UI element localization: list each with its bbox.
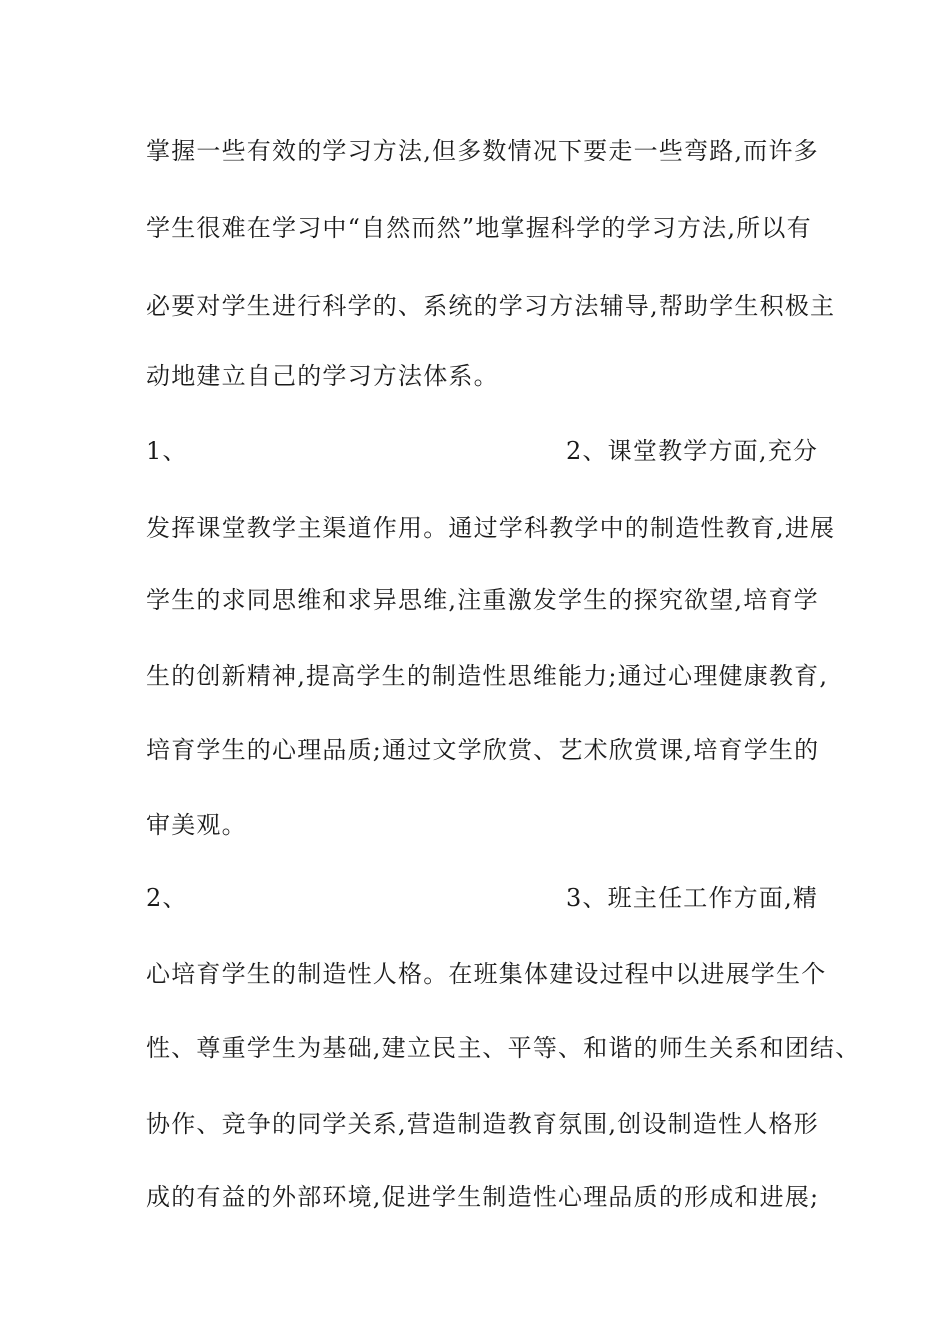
paragraph-line: 审美观。 xyxy=(146,811,247,839)
list-item-1 xyxy=(146,431,836,471)
paragraph-line: 性、尊重学生为基础,建立民主、平等、和谐的师生关系和团结、 xyxy=(146,1034,861,1062)
paragraph-line: 协作、竞争的同学关系,营造制造教育氛围,创设制造性人格形 xyxy=(146,1110,819,1138)
list-item-heading: 3、班主任工作方面,精 xyxy=(566,884,819,912)
paragraph-line: 动地建立自己的学习方法体系。 xyxy=(146,362,499,390)
list-item-number: 1、 xyxy=(146,437,188,465)
list-item-number: 2、 xyxy=(146,884,188,912)
paragraph-line: 培育学生的心理品质;通过文学欣赏、艺术欣赏课,培育学生的 xyxy=(146,736,820,764)
list-item-heading: 2、课堂教学方面,充分 xyxy=(566,437,819,465)
paragraph-line: 学生很难在学习中“自然而然”地掌握科学的学习方法,所以有 xyxy=(146,214,812,242)
paragraph-line: 必要对学生进行科学的、系统的学习方法辅导,帮助学生积极主 xyxy=(146,292,836,320)
paragraph-line: 掌握一些有效的学习方法,但多数情况下要走一些弯路,而许多 xyxy=(146,137,819,165)
paragraph-line: 发挥课堂教学主渠道作用。通过学科教学中的制造性教育,进展 xyxy=(146,514,836,542)
paragraph-line: 心培育学生的制造性人格。在班集体建设过程中以进展学生个 xyxy=(146,960,827,988)
paragraph-line: 学生的求同思维和求异思维,注重激发学生的探究欲望,培育学 xyxy=(146,586,819,614)
list-item-2 xyxy=(146,878,836,918)
paragraph-line: 生的创新精神,提高学生的制造性思维能力;通过心理健康教育, xyxy=(146,662,829,690)
paragraph-line: 成的有益的外部环境,促进学生制造性心理品质的形成和进展; xyxy=(146,1183,820,1211)
